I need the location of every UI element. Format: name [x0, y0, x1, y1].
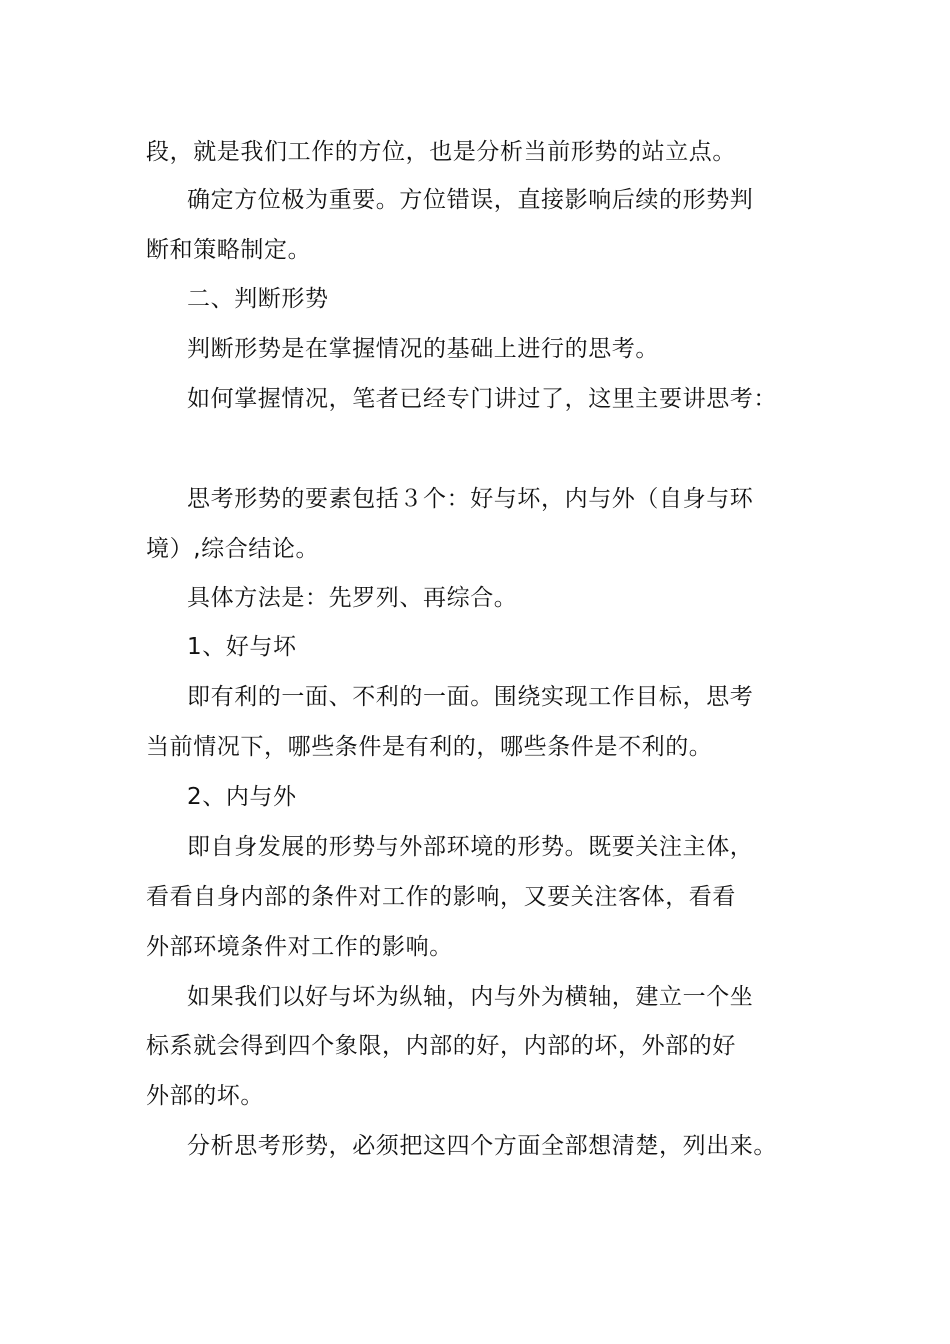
body-text-line: 如果我们以好与坏为纵轴，内与外为横轴，建立一个坐 — [187, 984, 754, 1010]
body-text-line: 外部环境条件对工作的影响。 — [146, 934, 453, 960]
body-text-line: 判断形势是在掌握情况的基础上进行的思考。 — [187, 336, 659, 362]
subsection-heading: 1、好与坏 — [187, 634, 297, 660]
body-text-line: 如何掌握情况，笔者已经专门讲过了，这里主要讲思考： — [187, 386, 777, 412]
body-text-line: 确定方位极为重要。方位错误，直接影响后续的形势判 — [187, 187, 754, 213]
body-text-line: 即自身发展的形势与外部环境的形势。既要关注主体， — [187, 834, 754, 860]
body-text-line: 即有利的一面、不利的一面。围绕实现工作目标，思考 — [187, 684, 754, 710]
section-heading: 二、判断形势 — [187, 286, 329, 312]
subsection-heading: 2、内与外 — [187, 784, 297, 810]
body-text-line: 分析思考形势，必须把这四个方面全部想清楚，列出来。 — [187, 1133, 777, 1159]
body-text-line: 境）,综合结论。 — [146, 536, 320, 562]
body-text-line: 标系就会得到四个象限，内部的好，内部的坏，外部的好 — [146, 1033, 736, 1059]
body-text-line: 断和策略制定。 — [146, 237, 312, 263]
body-text-line: 段，就是我们工作的方位，也是分析当前形势的站立点。 — [146, 139, 736, 165]
body-text-line: 当前情况下，哪些条件是有利的，哪些条件是不利的。 — [146, 734, 713, 760]
body-text-line: 具体方法是：先罗列、再综合。 — [187, 585, 518, 611]
body-text-line: 看看自身内部的条件对工作的影响，又要关注客体，看看 — [146, 884, 736, 910]
body-text-line: 思考形势的要素包括３个：好与坏，内与外（自身与环 — [187, 486, 754, 512]
body-text-line: 外部的坏。 — [146, 1083, 264, 1109]
